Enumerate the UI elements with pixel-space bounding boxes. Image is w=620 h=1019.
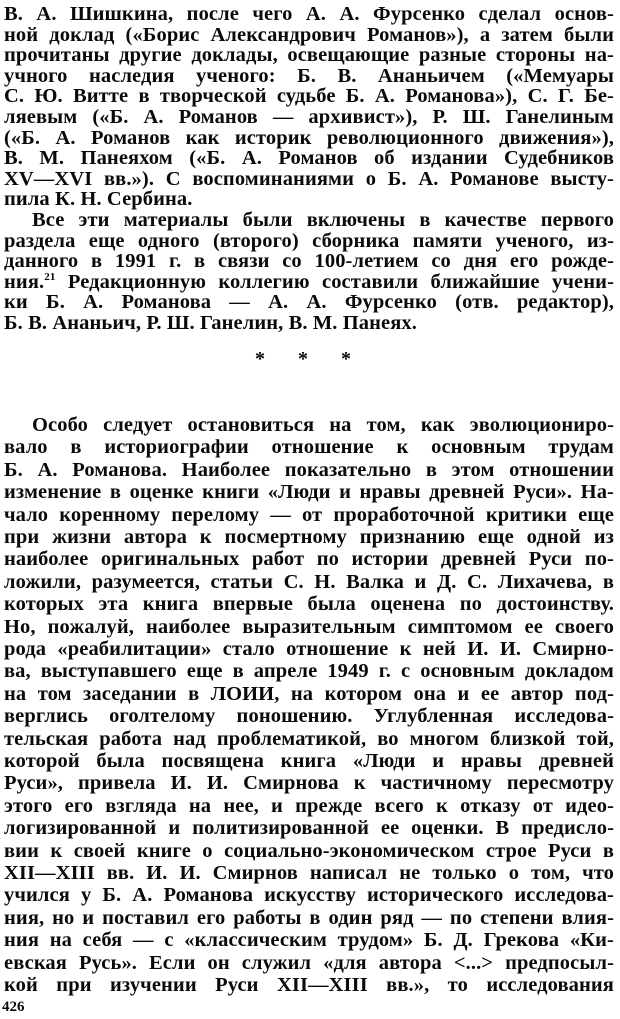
text-line: («Б. А. Романов как историк революционного движения»), (4, 126, 614, 149)
page-number: 426 (2, 999, 25, 1015)
text-line: ляевым («Б. А. Романов — архивист»), Р. Ш. Ганелиным (4, 106, 614, 128)
text-segment: Редакционную коллегию составили ближайшие учени- (55, 270, 614, 293)
text-line: Б. А. Романова. Наиболее показательно в этом отношении (4, 458, 614, 481)
text-line: которой была посвящена книга «Люди и нравы древней (4, 750, 614, 772)
text-line: ки Б. А. Романова — А. А. Фурсенко (отв. редактор), (4, 291, 614, 314)
text-line: чало коренному перелому — от проработочной критики еще (4, 503, 614, 526)
text-line-with-footnote (4, 272, 614, 293)
text-line: ния на себя — с «классическим трудом» Б. Д. Грекова «Ки- (4, 929, 614, 952)
text-line: при жизни автора к посмертному признанию еще одной из (4, 526, 614, 548)
text-line: XII—XIII вв. И. И. Смирнов написал не только о том, что (4, 862, 614, 884)
text-line: учился у Б. А. Романова искусству исторического исследова- (4, 884, 614, 907)
text-line: С. Ю. Витте в творческой судьбе Б. А. Романова»), С. Г. Бе- (4, 85, 614, 108)
text-segment: ния. (4, 270, 45, 293)
text-line: Особо следует остановиться на том, как эволюциониро- (32, 414, 614, 436)
text-line: Руси», привела И. И. Смирнова к частичному пересмотру (4, 772, 614, 795)
text-line: кой при изучении Руси XII—XIII вв.», то исследования (4, 974, 614, 996)
text-line: рода «реабилитации» стало отношение к ней И. И. Смирно- (4, 638, 614, 660)
text-line: Все эти материалы были включены в качестве первого (32, 209, 614, 231)
text-line: Но, пожалуй, наиболее выразительным симптомом ее своего (4, 615, 614, 638)
text-line: вии к своей книге о социально-экономическом строе Руси в (4, 839, 614, 862)
text-line: логизированной и политизированной ее оценки. В предисло- (4, 817, 614, 840)
text-line: В. А. Шишкина, после чего А. А. Фурсенко сделал основ- (4, 3, 614, 25)
text-line: ния, но и поставил его работы в один ряд — по степени влия- (4, 906, 614, 929)
text-line: ной доклад («Борис Александрович Романов»), а затем были (4, 23, 614, 46)
text-line: данного в 1991 г. в связи со 100-летием со дня его рожде- (4, 250, 614, 273)
footnote-reference[interactable]: 21 (44, 270, 56, 283)
text-line: В. М. Панеяхом («Б. А. Романов об издании Судебников (4, 147, 614, 170)
text-line: этого его взгляда на нее, и прежде всего к отказу от идео- (4, 794, 614, 817)
section-separator: * * * (255, 348, 365, 370)
text-line: евская Русь». Если он служил «для автора <...> предпосыл- (4, 951, 614, 974)
text-line: наиболее оригинальных работ по истории древней Руси по- (4, 548, 614, 571)
text-line: прочитаны другие доклады, освещающие разные стороны на- (4, 44, 614, 67)
text-line: тельская работа над проблематикой, во многом близкой той, (4, 727, 614, 750)
text-line: верглись оголтелому поношению. Углубленная исследова- (4, 705, 614, 728)
text-line: вало в историографии отношение к основным трудам (4, 436, 614, 459)
text-line: изменение в оценке книги «Люди и нравы древней Руси». На- (4, 481, 614, 504)
text-line: ва, выступавшего еще в апреле 1949 г. с основным докладом (4, 660, 614, 683)
text-line: которых эта книга впервые была оценена по достоинству. (4, 593, 614, 616)
text-line: на том заседании в ЛОИИ, на котором она и ее автор под- (4, 682, 614, 705)
text-line: раздела еще одного (второго) сборника памяти ученого, из- (4, 229, 614, 252)
text-line: ложили, разумеется, статьи С. Н. Валка и Д. С. Лихачева, в (4, 570, 614, 593)
text-line: Б. В. Ананьич, Р. Ш. Ганелин, В. М. Панеях. (4, 312, 418, 334)
text-line: пила К. Н. Сербина. (4, 188, 193, 211)
text-line: XV—XVI вв.»). С воспоминаниями о Б. А. Романове высту- (4, 167, 614, 190)
text-line: учного наследия ученого: Б. В. Ананьичем («Мемуары (4, 64, 614, 87)
